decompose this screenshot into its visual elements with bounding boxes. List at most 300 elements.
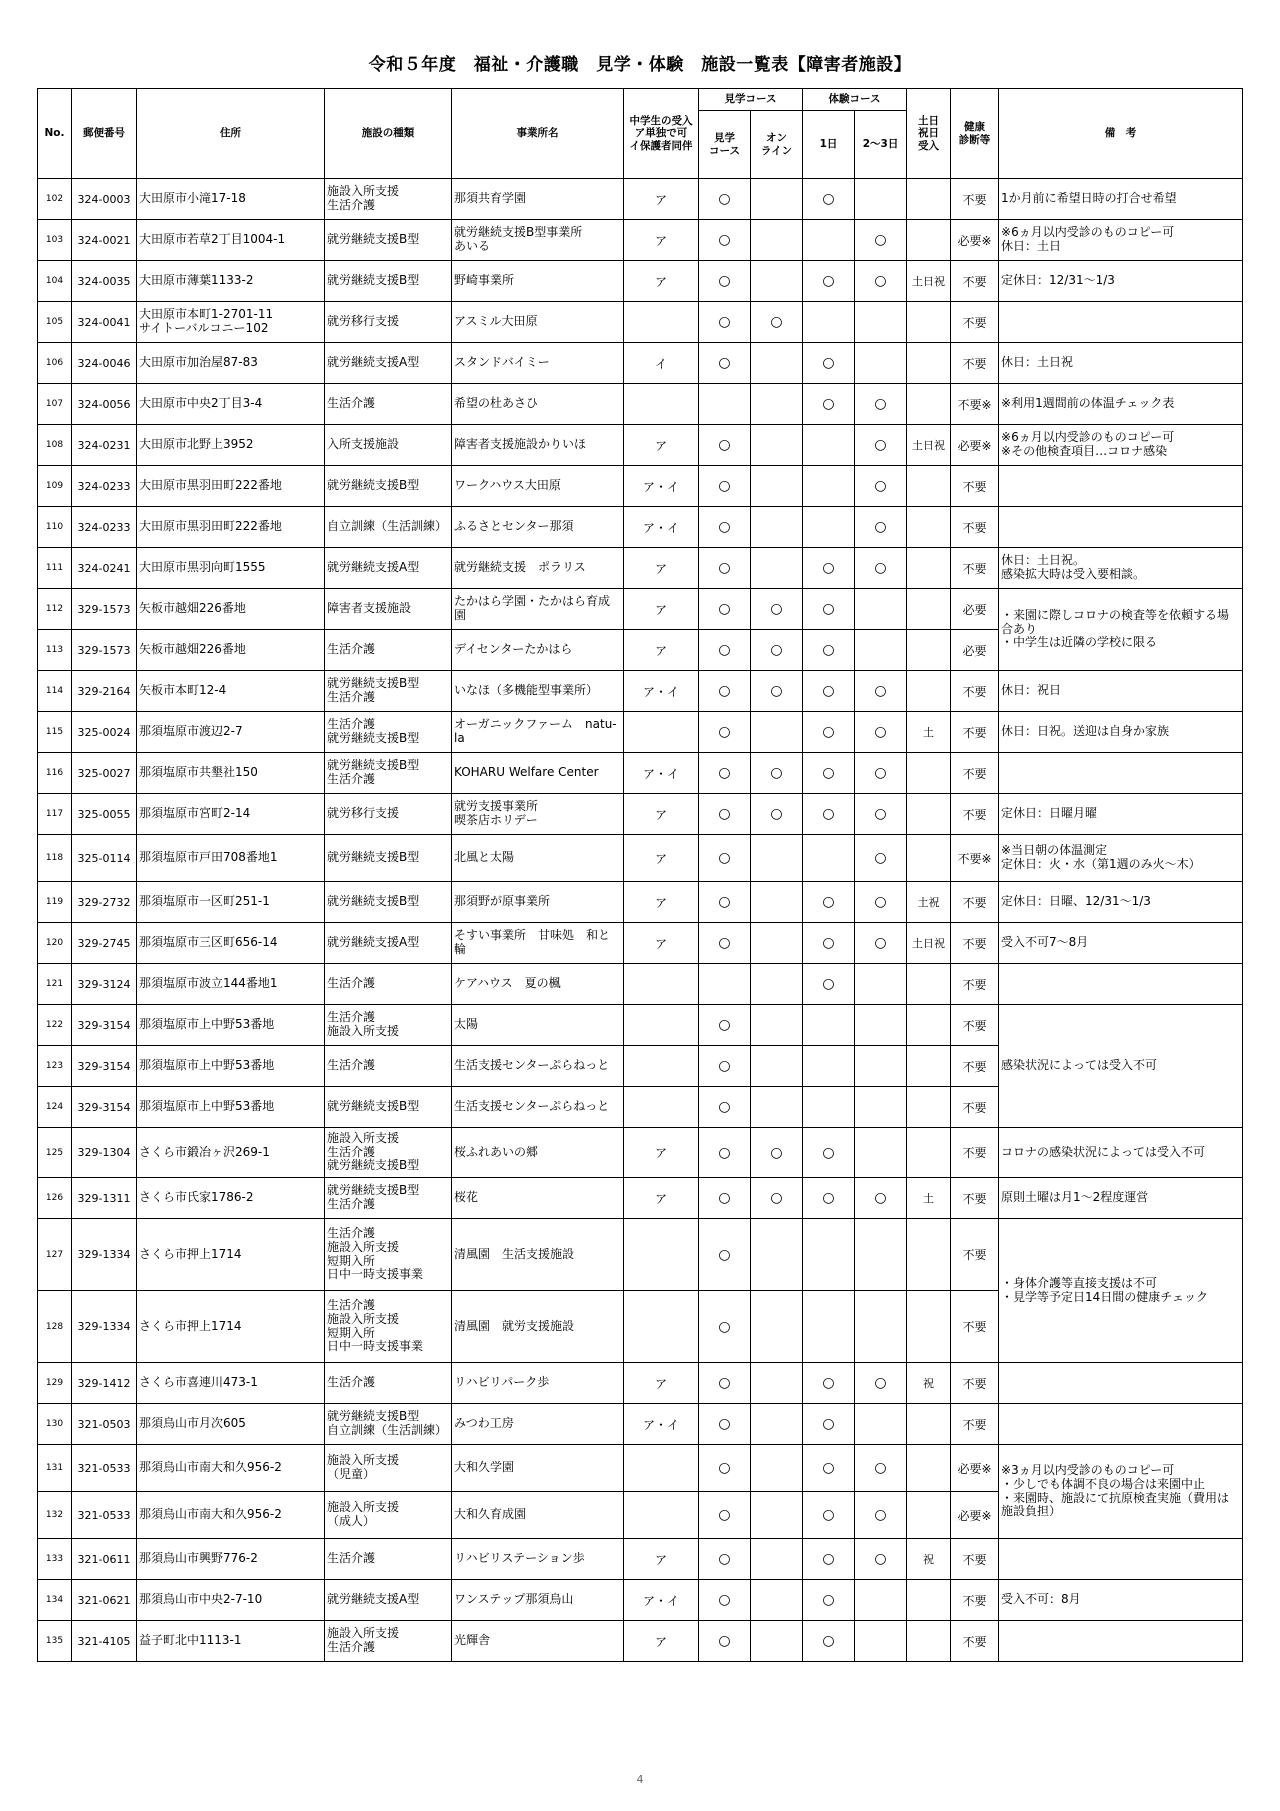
visit-mark: ○ xyxy=(699,671,751,712)
row-no: 129 xyxy=(38,1363,72,1404)
day23-mark: ○ xyxy=(855,384,907,425)
table-row xyxy=(38,589,1243,630)
zip-code: 329-1304 xyxy=(72,1128,137,1178)
facility-table xyxy=(37,88,1243,1662)
zip-code: 324-0035 xyxy=(72,261,137,302)
zip-code: 329-3154 xyxy=(72,1046,137,1087)
facility-type: 就労継続支援A型 xyxy=(325,548,452,589)
address: 矢板市越畑226番地 xyxy=(137,589,325,630)
address: さくら市押上1714 xyxy=(137,1291,325,1363)
remarks xyxy=(999,753,1243,794)
row-no: 132 xyxy=(38,1492,72,1539)
student-acceptance: ア xyxy=(624,1539,699,1580)
student-acceptance: ア xyxy=(624,630,699,671)
day1-mark xyxy=(803,1291,855,1363)
row-no: 115 xyxy=(38,712,72,753)
weekend-acceptance xyxy=(907,835,951,882)
row-no: 135 xyxy=(38,1621,72,1662)
online-mark xyxy=(751,425,803,466)
table-row xyxy=(38,1580,1243,1621)
address: 大田原市加治屋87-83 xyxy=(137,343,325,384)
health-check: 不要 xyxy=(951,1178,999,1219)
online-mark xyxy=(751,1005,803,1046)
facility-type: 生活介護 就労継続支援B型 xyxy=(325,712,452,753)
student-acceptance xyxy=(624,1492,699,1539)
row-no: 125 xyxy=(38,1128,72,1178)
weekend-acceptance xyxy=(907,343,951,384)
visit-mark: ○ xyxy=(699,1291,751,1363)
health-check: 不要 xyxy=(951,1580,999,1621)
weekend-acceptance xyxy=(907,179,951,220)
address: さくら市鍛冶ヶ沢269-1 xyxy=(137,1128,325,1178)
facility-name: 大和久育成園 xyxy=(452,1492,624,1539)
student-acceptance: ア xyxy=(624,882,699,923)
address: 那須塩原市上中野53番地 xyxy=(137,1005,325,1046)
zip-code: 321-0533 xyxy=(72,1492,137,1539)
day1-mark: ○ xyxy=(803,923,855,964)
remarks xyxy=(999,466,1243,507)
zip-code: 329-2732 xyxy=(72,882,137,923)
student-acceptance xyxy=(624,1005,699,1046)
student-acceptance: ア xyxy=(624,425,699,466)
student-acceptance: ア・イ xyxy=(624,1580,699,1621)
day1-mark xyxy=(803,466,855,507)
facility-type: 就労継続支援B型 xyxy=(325,882,452,923)
facility-type: 生活介護 xyxy=(325,1046,452,1087)
zip-code: 321-0533 xyxy=(72,1445,137,1492)
row-no: 119 xyxy=(38,882,72,923)
row-no: 121 xyxy=(38,964,72,1005)
day1-mark xyxy=(803,1005,855,1046)
student-acceptance: ア・イ xyxy=(624,753,699,794)
online-mark: ○ xyxy=(751,753,803,794)
health-check: 必要 xyxy=(951,589,999,630)
student-acceptance xyxy=(624,1219,699,1291)
facility-type: 施設入所支援 生活介護 xyxy=(325,179,452,220)
facility-name: 清風園 就労支援施設 xyxy=(452,1291,624,1363)
row-no: 106 xyxy=(38,343,72,384)
day1-mark xyxy=(803,1046,855,1087)
header-exp-course: 体験コース xyxy=(803,89,907,111)
visit-mark: ○ xyxy=(699,1363,751,1404)
health-check: 不要 xyxy=(951,1363,999,1404)
facility-type: 就労継続支援B型 生活介護 xyxy=(325,671,452,712)
online-mark xyxy=(751,1404,803,1445)
remarks: 休日：土日祝 xyxy=(999,343,1243,384)
table-row xyxy=(38,1445,1243,1492)
online-mark xyxy=(751,1580,803,1621)
student-acceptance: ア xyxy=(624,1178,699,1219)
table-row xyxy=(38,1128,1243,1178)
health-check: 不要 xyxy=(951,1087,999,1128)
student-acceptance: ア xyxy=(624,1621,699,1662)
day1-mark: ○ xyxy=(803,671,855,712)
row-no: 113 xyxy=(38,630,72,671)
facility-type: 就労継続支援A型 xyxy=(325,923,452,964)
weekend-acceptance xyxy=(907,753,951,794)
weekend-acceptance xyxy=(907,671,951,712)
zip-code: 325-0055 xyxy=(72,794,137,835)
header-online: オン ライン xyxy=(751,111,803,179)
address: 大田原市薄葉1133-2 xyxy=(137,261,325,302)
day23-mark: ○ xyxy=(855,548,907,589)
day23-mark xyxy=(855,302,907,343)
weekend-acceptance xyxy=(907,1087,951,1128)
facility-name: デイセンターたかはら xyxy=(452,630,624,671)
health-check: 不要 xyxy=(951,1219,999,1291)
health-check: 不要※ xyxy=(951,384,999,425)
facility-name: スタンドバイミー xyxy=(452,343,624,384)
zip-code: 329-1334 xyxy=(72,1291,137,1363)
day23-mark: ○ xyxy=(855,794,907,835)
table-row xyxy=(38,923,1243,964)
row-no: 105 xyxy=(38,302,72,343)
zip-code: 329-1573 xyxy=(72,630,137,671)
online-mark xyxy=(751,1291,803,1363)
facility-type: 自立訓練（生活訓練） xyxy=(325,507,452,548)
online-mark xyxy=(751,1046,803,1087)
weekend-acceptance: 祝 xyxy=(907,1539,951,1580)
weekend-acceptance xyxy=(907,1128,951,1178)
day23-mark xyxy=(855,1404,907,1445)
remarks: 定休日：日曜、12/31〜1/3 xyxy=(999,882,1243,923)
health-check: 不要 xyxy=(951,466,999,507)
row-no: 108 xyxy=(38,425,72,466)
remarks xyxy=(999,1621,1243,1662)
student-acceptance: イ xyxy=(624,343,699,384)
facility-type: 就労継続支援B型 xyxy=(325,466,452,507)
online-mark xyxy=(751,1621,803,1662)
visit-mark: ○ xyxy=(699,302,751,343)
facility-name: みつわ工房 xyxy=(452,1404,624,1445)
weekend-acceptance xyxy=(907,1580,951,1621)
weekend-acceptance xyxy=(907,1219,951,1291)
day23-mark xyxy=(855,630,907,671)
day23-mark: ○ xyxy=(855,712,907,753)
zip-code: 324-0233 xyxy=(72,466,137,507)
facility-name: リハビリパーク歩 xyxy=(452,1363,624,1404)
header-day23: 2〜3日 xyxy=(855,111,907,179)
online-mark xyxy=(751,712,803,753)
online-mark xyxy=(751,882,803,923)
facility-name: ケアハウス 夏の楓 xyxy=(452,964,624,1005)
remarks: ・来園に際しコロナの検査等を依頼する場合あり ・中学生は近隣の学校に限る xyxy=(999,589,1243,671)
remarks: 定休日：12/31〜1/3 xyxy=(999,261,1243,302)
table-row xyxy=(38,964,1243,1005)
visit-mark: ○ xyxy=(699,1404,751,1445)
remarks xyxy=(999,507,1243,548)
page-title: 令和５年度 福祉・介護職 見学・体験 施設一覧表【障害者施設】 xyxy=(368,55,912,75)
page-number: 4 xyxy=(636,1773,644,1786)
row-no: 110 xyxy=(38,507,72,548)
day1-mark: ○ xyxy=(803,1178,855,1219)
facility-name: 生活支援センターぷらねっと xyxy=(452,1046,624,1087)
facility-type: 生活介護 xyxy=(325,1363,452,1404)
student-acceptance xyxy=(624,964,699,1005)
header-health: 健康 診断等 xyxy=(951,89,999,179)
visit-mark: ○ xyxy=(699,1621,751,1662)
visit-mark: ○ xyxy=(699,1492,751,1539)
day23-mark xyxy=(855,964,907,1005)
online-mark xyxy=(751,1087,803,1128)
address: 大田原市若草2丁目1004-1 xyxy=(137,220,325,261)
address: 那須塩原市宮町2-14 xyxy=(137,794,325,835)
facility-name: ワンステップ那須烏山 xyxy=(452,1580,624,1621)
facility-type: 就労移行支援 xyxy=(325,302,452,343)
table-header xyxy=(38,89,1243,179)
weekend-acceptance xyxy=(907,630,951,671)
table-row xyxy=(38,753,1243,794)
table-row xyxy=(38,882,1243,923)
address: 那須烏山市興野776-2 xyxy=(137,1539,325,1580)
zip-code: 329-3154 xyxy=(72,1005,137,1046)
table-row xyxy=(38,466,1243,507)
visit-mark: ○ xyxy=(699,882,751,923)
row-no: 118 xyxy=(38,835,72,882)
visit-mark: ○ xyxy=(699,630,751,671)
zip-code: 321-0503 xyxy=(72,1404,137,1445)
zip-code: 329-1311 xyxy=(72,1178,137,1219)
zip-code: 321-4105 xyxy=(72,1621,137,1662)
student-acceptance xyxy=(624,384,699,425)
facility-type: 施設入所支援 生活介護 xyxy=(325,1621,452,1662)
day23-mark: ○ xyxy=(855,882,907,923)
row-no: 111 xyxy=(38,548,72,589)
table-body xyxy=(38,179,1243,1662)
student-acceptance: ア xyxy=(624,261,699,302)
day23-mark: ○ xyxy=(855,466,907,507)
visit-mark: ○ xyxy=(699,343,751,384)
day1-mark: ○ xyxy=(803,548,855,589)
remarks: 受入不可7〜8月 xyxy=(999,923,1243,964)
zip-code: 329-3124 xyxy=(72,964,137,1005)
table-row xyxy=(38,384,1243,425)
remarks: ※6ヵ月以内受診のものコピー可 休日：土日 xyxy=(999,220,1243,261)
address: さくら市氏家1786-2 xyxy=(137,1178,325,1219)
row-no: 122 xyxy=(38,1005,72,1046)
online-mark xyxy=(751,923,803,964)
remarks: ※3ヵ月以内受診のものコピー可 ・少しでも体調不良の場合は来園中止 ・来園時、施設にて抗原検査実施（費用は施設負担） xyxy=(999,1445,1243,1539)
day1-mark: ○ xyxy=(803,179,855,220)
day1-mark: ○ xyxy=(803,1128,855,1178)
online-mark xyxy=(751,261,803,302)
health-check: 不要 xyxy=(951,548,999,589)
facility-type: 就労継続支援B型 自立訓練（生活訓練） xyxy=(325,1404,452,1445)
day1-mark: ○ xyxy=(803,261,855,302)
day23-mark xyxy=(855,1005,907,1046)
row-no: 109 xyxy=(38,466,72,507)
health-check: 不要 xyxy=(951,882,999,923)
table-row xyxy=(38,1539,1243,1580)
health-check: 不要 xyxy=(951,1539,999,1580)
day1-mark: ○ xyxy=(803,1580,855,1621)
day23-mark xyxy=(855,179,907,220)
address: 那須烏山市南大和久956-2 xyxy=(137,1445,325,1492)
remarks: 1か月前に希望日時の打合せ希望 xyxy=(999,179,1243,220)
facility-type: 生活介護 施設入所支援 短期入所 日中一時支援事業 xyxy=(325,1219,452,1291)
row-no: 120 xyxy=(38,923,72,964)
day1-mark: ○ xyxy=(803,1445,855,1492)
day1-mark: ○ xyxy=(803,1539,855,1580)
day1-mark: ○ xyxy=(803,1404,855,1445)
remarks: 休日：祝日 xyxy=(999,671,1243,712)
visit-mark: ○ xyxy=(699,1580,751,1621)
online-mark xyxy=(751,466,803,507)
facility-name: ふるさとセンター那須 xyxy=(452,507,624,548)
student-acceptance: ア・イ xyxy=(624,671,699,712)
day1-mark: ○ xyxy=(803,1621,855,1662)
day1-mark xyxy=(803,1219,855,1291)
row-no: 107 xyxy=(38,384,72,425)
row-no: 131 xyxy=(38,1445,72,1492)
visit-mark: ○ xyxy=(699,1178,751,1219)
visit-mark: ○ xyxy=(699,548,751,589)
zip-code: 324-0021 xyxy=(72,220,137,261)
remarks: 原則土曜は月1〜2程度運営 xyxy=(999,1178,1243,1219)
zip-code: 325-0027 xyxy=(72,753,137,794)
visit-mark: ○ xyxy=(699,1005,751,1046)
zip-code: 324-0041 xyxy=(72,302,137,343)
health-check: 不要 xyxy=(951,964,999,1005)
address: 益子町北中1113-1 xyxy=(137,1621,325,1662)
header-zip: 郵便番号 xyxy=(72,89,137,179)
day1-mark: ○ xyxy=(803,964,855,1005)
health-check: 不要 xyxy=(951,923,999,964)
student-acceptance: ア・イ xyxy=(624,466,699,507)
visit-mark: ○ xyxy=(699,923,751,964)
address: 那須塩原市上中野53番地 xyxy=(137,1087,325,1128)
facility-name: 大和久学園 xyxy=(452,1445,624,1492)
online-mark xyxy=(751,507,803,548)
health-check: 不要 xyxy=(951,343,999,384)
day23-mark: ○ xyxy=(855,1492,907,1539)
day23-mark: ○ xyxy=(855,923,907,964)
weekend-acceptance xyxy=(907,589,951,630)
online-mark xyxy=(751,548,803,589)
facility-type: 生活介護 施設入所支援 短期入所 日中一時支援事業 xyxy=(325,1291,452,1363)
health-check: 必要※ xyxy=(951,220,999,261)
weekend-acceptance xyxy=(907,1005,951,1046)
day23-mark xyxy=(855,1291,907,1363)
address: さくら市喜連川473-1 xyxy=(137,1363,325,1404)
student-acceptance: ア xyxy=(624,835,699,882)
remarks xyxy=(999,302,1243,343)
visit-mark: ○ xyxy=(699,1087,751,1128)
student-acceptance: ア・イ xyxy=(624,1404,699,1445)
facility-type: 就労継続支援B型 xyxy=(325,835,452,882)
health-check: 不要 xyxy=(951,1128,999,1178)
table-row xyxy=(38,671,1243,712)
header-type: 施設の種類 xyxy=(325,89,452,179)
table-row xyxy=(38,507,1243,548)
address: 那須塩原市戸田708番地1 xyxy=(137,835,325,882)
visit-mark xyxy=(699,384,751,425)
address: 大田原市黒羽田町222番地 xyxy=(137,507,325,548)
zip-code: 329-3154 xyxy=(72,1087,137,1128)
health-check: 必要※ xyxy=(951,425,999,466)
day1-mark: ○ xyxy=(803,794,855,835)
health-check: 不要 xyxy=(951,794,999,835)
row-no: 116 xyxy=(38,753,72,794)
zip-code: 329-1334 xyxy=(72,1219,137,1291)
facility-type: 就労継続支援B型 xyxy=(325,261,452,302)
facility-name: ワークハウス大田原 xyxy=(452,466,624,507)
visit-mark: ○ xyxy=(699,1046,751,1087)
remarks: 定休日：日曜月曜 xyxy=(999,794,1243,835)
header-visit: 見学 コース xyxy=(699,111,751,179)
zip-code: 329-2745 xyxy=(72,923,137,964)
online-mark xyxy=(751,1219,803,1291)
visit-mark: ○ xyxy=(699,1539,751,1580)
zip-code: 329-1573 xyxy=(72,589,137,630)
facility-type: 就労継続支援A型 xyxy=(325,343,452,384)
table-row xyxy=(38,1219,1243,1291)
remarks: 休日：土日祝。 感染拡大時は受入要相談。 xyxy=(999,548,1243,589)
zip-code: 324-0056 xyxy=(72,384,137,425)
weekend-acceptance xyxy=(907,794,951,835)
day23-mark xyxy=(855,1046,907,1087)
facility-type: 生活介護 xyxy=(325,1539,452,1580)
day1-mark xyxy=(803,220,855,261)
facility-type: 障害者支援施設 xyxy=(325,589,452,630)
student-acceptance: ア xyxy=(624,220,699,261)
facility-type: 施設入所支援 （成人） xyxy=(325,1492,452,1539)
facility-name: 野崎事業所 xyxy=(452,261,624,302)
day1-mark: ○ xyxy=(803,589,855,630)
address: 那須塩原市三区町656-14 xyxy=(137,923,325,964)
student-acceptance xyxy=(624,712,699,753)
visit-mark: ○ xyxy=(699,1219,751,1291)
zip-code: 321-0621 xyxy=(72,1580,137,1621)
day23-mark: ○ xyxy=(855,1363,907,1404)
remarks: 感染状況によっては受入不可 xyxy=(999,1005,1243,1128)
visit-mark: ○ xyxy=(699,835,751,882)
visit-mark: ○ xyxy=(699,589,751,630)
table-row xyxy=(38,220,1243,261)
table-row xyxy=(38,343,1243,384)
weekend-acceptance: 土日祝 xyxy=(907,261,951,302)
health-check: 不要 xyxy=(951,179,999,220)
day1-mark xyxy=(803,302,855,343)
zip-code: 329-2164 xyxy=(72,671,137,712)
table-row xyxy=(38,302,1243,343)
student-acceptance: ア xyxy=(624,923,699,964)
visit-mark: ○ xyxy=(699,425,751,466)
table-row xyxy=(38,794,1243,835)
weekend-acceptance xyxy=(907,1621,951,1662)
day1-mark: ○ xyxy=(803,384,855,425)
day23-mark xyxy=(855,1621,907,1662)
remarks xyxy=(999,1404,1243,1445)
facility-name: リハビリステーション歩 xyxy=(452,1539,624,1580)
facility-type: 生活介護 xyxy=(325,964,452,1005)
zip-code: 325-0114 xyxy=(72,835,137,882)
weekend-acceptance xyxy=(907,1046,951,1087)
header-student: 中学生の受入 ア単独で可 イ保護者同伴 xyxy=(624,89,699,179)
day23-mark: ○ xyxy=(855,1178,907,1219)
weekend-acceptance xyxy=(907,1404,951,1445)
facility-name: 生活支援センターぷらねっと xyxy=(452,1087,624,1128)
table-row xyxy=(38,835,1243,882)
facility-name: 障害者支援施設かりいほ xyxy=(452,425,624,466)
facility-type: 生活介護 施設入所支援 xyxy=(325,1005,452,1046)
row-no: 133 xyxy=(38,1539,72,1580)
student-acceptance xyxy=(624,1291,699,1363)
facility-name: アスミル大田原 xyxy=(452,302,624,343)
student-acceptance xyxy=(624,1046,699,1087)
online-mark xyxy=(751,1363,803,1404)
visit-mark xyxy=(699,964,751,1005)
